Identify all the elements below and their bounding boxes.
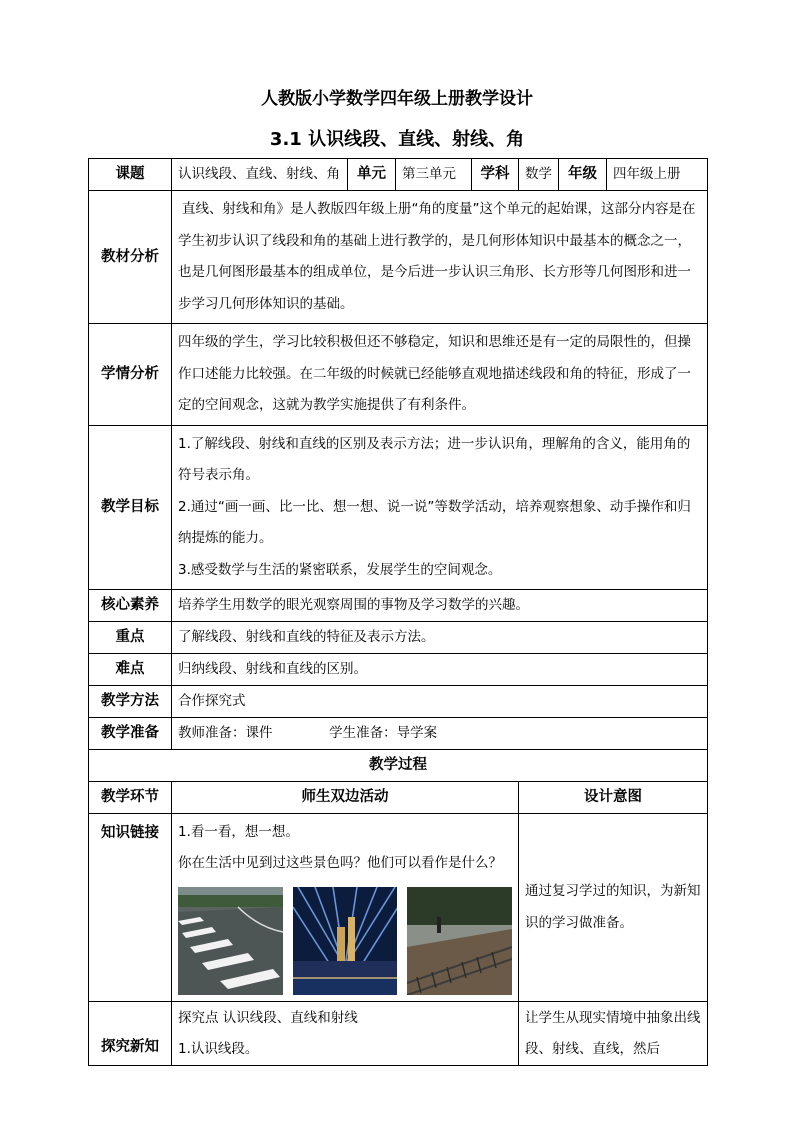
photo-strip bbox=[178, 887, 512, 995]
topic-value: 认识线段、直线、射线、角 bbox=[172, 159, 348, 191]
student-analysis-label: 学情分析 bbox=[89, 324, 172, 426]
teacher-preparation: 教师准备：课件 bbox=[178, 725, 273, 741]
intent-cell: 通过复习学过的知识，为新知识的学习做准备。 bbox=[519, 814, 708, 1002]
method-text: 合作探究式 bbox=[172, 686, 708, 718]
grade-label: 年级 bbox=[559, 159, 607, 191]
document-title: 人教版小学数学四年级上册教学设计 bbox=[261, 89, 533, 109]
difficulties-text: 归纳线段、射线和直线的区别。 bbox=[172, 654, 708, 686]
subject-value: 数学 bbox=[519, 159, 559, 191]
objective-item: 2.通过“画一画、比一比、想一想、说一说”等数学活动，培养观察想象、动手操作和归纳提炼的能力。 bbox=[178, 498, 691, 546]
objective-item: 1.了解线段、射线和直线的区别及表示方法；进一步认识角，理解角的含义，能用角的符号表示角。 bbox=[178, 435, 691, 483]
activity-cell bbox=[172, 1002, 519, 1066]
preparation-label: 教学准备 bbox=[89, 718, 172, 750]
lesson-plan-table bbox=[88, 158, 708, 1066]
process-header: 教学过程 bbox=[89, 750, 708, 782]
core-literacy-label: 核心素养 bbox=[89, 590, 172, 622]
core-literacy-row bbox=[89, 590, 708, 622]
activity-line: 1.认识线段。 bbox=[178, 1041, 259, 1057]
light-beams-photo bbox=[293, 887, 398, 995]
process-row-explore bbox=[89, 1002, 708, 1066]
activity-line: 你在生活中见到过这些景色吗？他们可以看作是什么？ bbox=[178, 855, 502, 871]
process-row-knowledge-link bbox=[89, 814, 708, 1002]
activity-column-header: 师生双边活动 bbox=[172, 782, 519, 814]
activity-line: 探究点 认识线段、直线和射线 bbox=[178, 1010, 358, 1026]
process-header-row bbox=[89, 750, 708, 782]
objectives-content bbox=[172, 425, 708, 590]
student-preparation: 学生准备：导学案 bbox=[329, 725, 438, 741]
student-analysis-row bbox=[89, 324, 708, 426]
subject-label: 学科 bbox=[472, 159, 519, 191]
topic-label: 课题 bbox=[89, 159, 172, 191]
stage-name: 知识链接 bbox=[89, 814, 172, 1002]
preparation-row bbox=[89, 718, 708, 750]
core-literacy-text: 培养学生用数学的眼光观察周围的事物及学习数学的兴趣。 bbox=[172, 590, 708, 622]
objectives-row bbox=[89, 425, 708, 590]
unit-value: 第三单元 bbox=[396, 159, 472, 191]
textbook-analysis-row bbox=[89, 191, 708, 324]
intent-cell: 让学生从现实情境中抽象出线段、射线、直线，然后 bbox=[519, 1002, 708, 1066]
unit-label: 单元 bbox=[348, 159, 396, 191]
activity-cell bbox=[172, 814, 519, 1002]
stage-column-header: 教学环节 bbox=[89, 782, 172, 814]
process-columns-row bbox=[89, 782, 708, 814]
difficulties-row bbox=[89, 654, 708, 686]
textbook-analysis-text: 直线、射线和角》是人教版四年级上册“角的度量”这个单元的起始课，这部分内容是在学生初步认识了线段和角的基础上进行教学的，是几何形体知识中最基本的概念之一，也是几何图形最基本的组成单位，是今后进一步认识三角形、长方形等几何图形和进一步学习几何形体知识的基础。 bbox=[172, 191, 708, 324]
objective-item: 3.感受数学与生活的紧密联系，发展学生的空间观念。 bbox=[178, 561, 502, 578]
objectives-label: 教学目标 bbox=[89, 425, 172, 590]
method-row bbox=[89, 686, 708, 718]
crosswalk-photo bbox=[178, 887, 283, 995]
key-points-text: 了解线段、射线和直线的特征及表示方法。 bbox=[172, 622, 708, 654]
activity-line: 1.看一看，想一想。 bbox=[178, 824, 299, 840]
stage-name: 探究新知 bbox=[89, 1002, 172, 1066]
method-label: 教学方法 bbox=[89, 686, 172, 718]
key-points-row bbox=[89, 622, 708, 654]
intent-column-header: 设计意图 bbox=[519, 782, 708, 814]
info-row bbox=[89, 159, 708, 191]
student-analysis-text: 四年级的学生，学习比较积极但还不够稳定，知识和思维还是有一定的局限性的，但操作口述能力比较强。在二年级的时候就已经能够直观地描述线段和角的特征，形成了一定的空间观念，这就为教学实施提供了有利条件。 bbox=[172, 324, 708, 426]
key-points-label: 重点 bbox=[89, 622, 172, 654]
textbook-analysis-label: 教材分析 bbox=[89, 191, 172, 324]
preparation-content bbox=[172, 718, 708, 750]
lesson-title: 3.1 认识线段、直线、射线、角 bbox=[269, 129, 525, 150]
difficulties-label: 难点 bbox=[89, 654, 172, 686]
grade-value: 四年级上册 bbox=[607, 159, 708, 191]
railway-photo bbox=[407, 887, 512, 995]
